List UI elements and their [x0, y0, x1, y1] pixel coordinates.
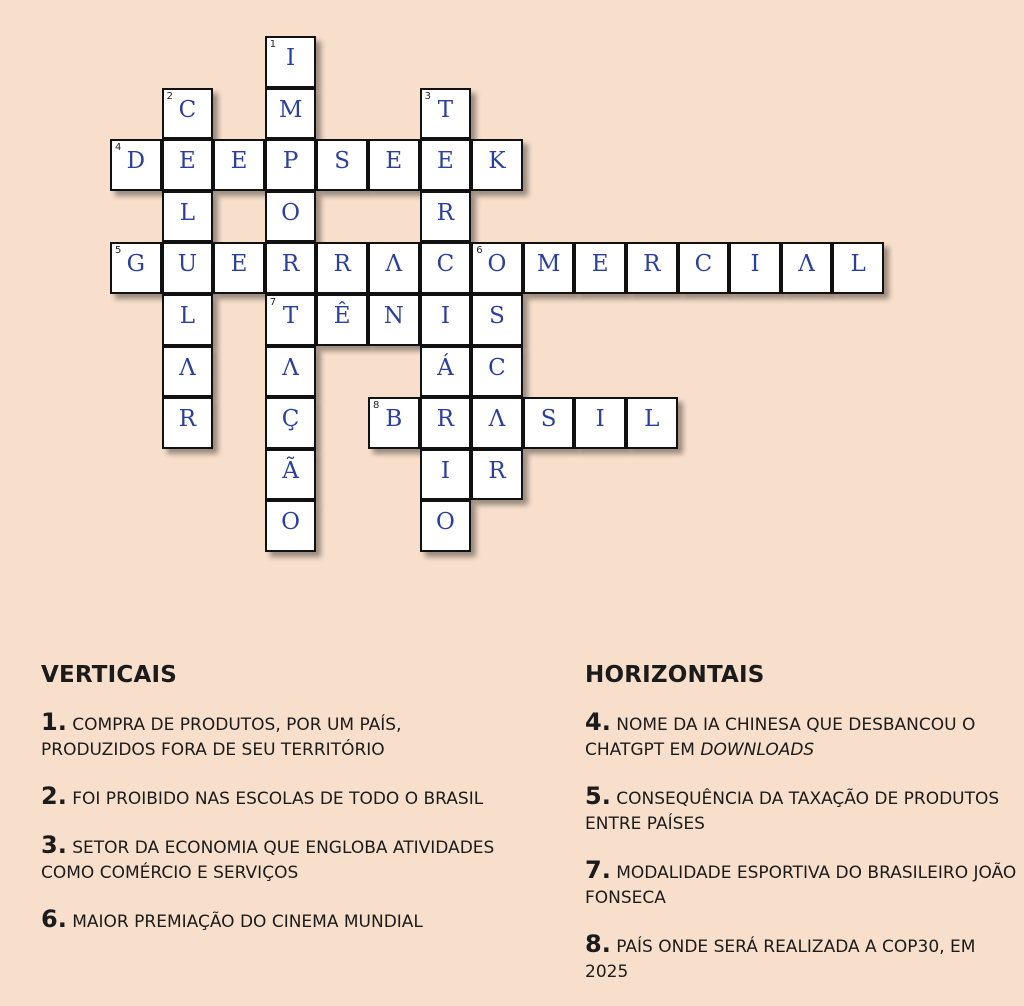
- crossword-cell[interactable]: [316, 139, 368, 191]
- cell-letter: R: [281, 251, 300, 278]
- crossword-cell[interactable]: [420, 242, 472, 294]
- crossword-cell[interactable]: [420, 500, 472, 552]
- crossword-cell[interactable]: [265, 449, 317, 501]
- crossword-cell[interactable]: [420, 449, 472, 501]
- crossword-cell[interactable]: [265, 294, 317, 346]
- clue-text: FOI PROIBIDO NAS ESCOLAS DE TODO O BRASIL: [72, 789, 484, 809]
- cell-letter: E: [591, 251, 609, 278]
- crossword-cell[interactable]: [368, 139, 420, 191]
- cell-letter: I: [750, 251, 760, 278]
- crossword-cell[interactable]: [729, 242, 781, 294]
- cell-letter: L: [179, 303, 196, 329]
- cell-letter: E: [178, 148, 196, 175]
- crossword-cell[interactable]: [265, 242, 317, 294]
- cell-letter: T: [437, 96, 454, 123]
- cell-letter: C: [694, 251, 713, 278]
- cell-letter: O: [281, 199, 301, 226]
- crossword-cell[interactable]: [368, 397, 420, 449]
- cell-letter: R: [333, 251, 351, 278]
- vertical-clues-heading: VERTICAIS: [41, 662, 178, 688]
- clue-vertical-2: [41, 784, 521, 812]
- crossword-cell[interactable]: [110, 139, 162, 191]
- clue-number: 5.: [585, 782, 611, 810]
- cell-letter: E: [230, 148, 248, 175]
- clue-text: CONSEQUÊNCIA DA TAXAÇÃO DE PRODUTOS ENTRE PAÍSES: [585, 789, 1000, 834]
- crossword-cell[interactable]: [265, 36, 317, 88]
- crossword-cell[interactable]: [316, 294, 368, 346]
- cell-letter: N: [383, 303, 404, 329]
- clue-text: SETOR DA ECONOMIA QUE ENGLOBA ATIVIDADES COMO COMÉRCIO E SERVIÇOS: [41, 838, 495, 883]
- cell-letter: T: [282, 303, 299, 329]
- crossword-cell[interactable]: [213, 242, 265, 294]
- crossword-cell[interactable]: [162, 346, 214, 398]
- cell-clue-number: 2: [166, 90, 173, 102]
- cell-letter: Ç: [281, 406, 300, 433]
- cell-letter: I: [440, 457, 450, 484]
- crossword-cell[interactable]: [265, 139, 317, 191]
- crossword-cell[interactable]: [832, 242, 884, 294]
- cell-letter: U: [177, 251, 198, 278]
- cell-letter: B: [385, 406, 403, 433]
- crossword-cell[interactable]: [471, 294, 523, 346]
- crossword-cell[interactable]: [316, 242, 368, 294]
- crossword-cell[interactable]: [574, 397, 626, 449]
- cell-letter: Ê: [333, 303, 351, 329]
- crossword-cell[interactable]: [110, 242, 162, 294]
- crossword-cell[interactable]: [265, 397, 317, 449]
- clue-number: 3.: [41, 831, 67, 859]
- cell-letter: L: [179, 199, 196, 226]
- crossword-cell[interactable]: [626, 242, 678, 294]
- cell-letter: M: [278, 96, 303, 123]
- cell-letter: D: [126, 148, 146, 175]
- cell-clue-number: 4: [115, 142, 122, 154]
- clue-vertical-6: [41, 907, 521, 935]
- cell-letter: I: [595, 406, 605, 433]
- crossword-cell[interactable]: [420, 294, 472, 346]
- crossword-cell[interactable]: [420, 139, 472, 191]
- crossword-cell[interactable]: [265, 88, 317, 140]
- cell-letter: L: [850, 251, 866, 278]
- crossword-cell[interactable]: [420, 88, 472, 140]
- cell-letter: K: [488, 148, 506, 175]
- cell-letter: Ã: [282, 457, 299, 484]
- clue-emphasis: DOWNLOADS: [700, 740, 815, 760]
- cell-letter: Λ: [282, 354, 299, 381]
- cell-letter: S: [334, 148, 351, 175]
- clue-number: 1.: [41, 708, 67, 736]
- crossword-cell[interactable]: [162, 294, 214, 346]
- cell-letter: L: [644, 406, 660, 433]
- clue-number: 8.: [585, 930, 611, 958]
- crossword-cell[interactable]: [162, 242, 214, 294]
- clue-text: MODALIDADE ESPORTIVA DO BRASILEIRO JOÃO FONSECA: [585, 863, 1017, 908]
- cell-letter: Λ: [798, 251, 815, 278]
- cell-clue-number: 8: [373, 400, 380, 412]
- cell-clue-number: 5: [115, 245, 122, 257]
- clue-number: 7.: [585, 856, 611, 884]
- crossword-cell[interactable]: [471, 242, 523, 294]
- cell-clue-number: 6: [476, 245, 483, 257]
- cell-clue-number: 3: [424, 90, 431, 102]
- clue-text: COMPRA DE PRODUTOS, POR UM PAÍS, PRODUZIDOS FORA DE SEU TERRITÓRIO: [41, 715, 402, 760]
- crossword-cell[interactable]: [162, 397, 214, 449]
- clue-number: 6.: [41, 905, 67, 933]
- crossword-cell[interactable]: [471, 346, 523, 398]
- crossword-cell[interactable]: [420, 397, 472, 449]
- horizontal-clues: [585, 656, 1020, 1006]
- crossword-cell[interactable]: [471, 139, 523, 191]
- cell-letter: E: [385, 148, 403, 175]
- cell-letter: C: [436, 251, 455, 278]
- crossword-cell[interactable]: [626, 397, 678, 449]
- crossword-cell[interactable]: [213, 139, 265, 191]
- crossword-cell[interactable]: [368, 242, 420, 294]
- clue-vertical-3: [41, 833, 521, 886]
- cell-letter: C: [488, 354, 506, 381]
- clue-vertical-1: [41, 710, 521, 763]
- crossword-cell[interactable]: [265, 191, 317, 243]
- cell-letter: I: [440, 303, 450, 329]
- cell-letter: O: [435, 509, 455, 536]
- cell-letter: R: [436, 406, 455, 433]
- clue-horizontal-5: [585, 784, 1020, 837]
- cell-letter: G: [126, 251, 145, 278]
- crossword-cell[interactable]: [420, 191, 472, 243]
- clue-text: NOME DA IA CHINESA QUE DESBANCOU O CHATGPT EM: [585, 715, 976, 760]
- clue-horizontal-7: [585, 858, 1020, 911]
- cell-letter: Λ: [179, 354, 196, 381]
- clue-horizontal-8: [585, 932, 1020, 985]
- crossword-cell[interactable]: [574, 242, 626, 294]
- cell-letter: R: [488, 457, 506, 484]
- crossword-cell[interactable]: [162, 139, 214, 191]
- cell-clue-number: 1: [269, 39, 277, 50]
- clue-text: PAÍS ONDE SERÁ REALIZADA A COP30, EM 2025: [585, 937, 976, 982]
- cell-letter: I: [286, 45, 296, 71]
- cell-clue-number: 7: [269, 297, 277, 308]
- cell-letter: R: [643, 251, 661, 278]
- cell-letter: E: [230, 251, 248, 278]
- cell-letter: R: [178, 406, 197, 433]
- cell-letter: O: [281, 509, 301, 536]
- vertical-clues: [41, 656, 521, 956]
- crossword-cell[interactable]: [162, 191, 214, 243]
- cell-letter: M: [536, 251, 561, 278]
- crossword-cell[interactable]: [471, 449, 523, 501]
- clue-text: MAIOR PREMIAÇÃO DO CINEMA MUNDIAL: [72, 912, 423, 932]
- cell-letter: E: [436, 148, 454, 175]
- horizontal-clues-heading: HORIZONTAIS: [585, 662, 765, 688]
- crossword-cell[interactable]: [471, 397, 523, 449]
- clue-number: 4.: [585, 708, 611, 736]
- crossword-cell[interactable]: [420, 346, 472, 398]
- cell-letter: Á: [437, 354, 454, 381]
- cell-letter: Λ: [385, 251, 403, 278]
- clue-number: 2.: [41, 782, 67, 810]
- clue-horizontal-4: [585, 710, 1020, 763]
- cell-letter: R: [436, 199, 455, 226]
- crossword-cell[interactable]: [523, 242, 575, 294]
- cell-letter: S: [489, 303, 505, 329]
- cell-letter: P: [282, 148, 299, 175]
- crossword-cell[interactable]: [162, 88, 214, 140]
- crossword-cell[interactable]: [678, 242, 730, 294]
- crossword-cell[interactable]: [523, 397, 575, 449]
- cell-letter: O: [487, 251, 507, 278]
- crossword-cell[interactable]: [781, 242, 833, 294]
- cell-letter: Λ: [488, 406, 506, 433]
- crossword-cell[interactable]: [368, 294, 420, 346]
- crossword-cell[interactable]: [265, 346, 317, 398]
- cell-letter: S: [540, 406, 557, 433]
- cell-letter: C: [178, 96, 197, 123]
- crossword-cell[interactable]: [265, 500, 317, 552]
